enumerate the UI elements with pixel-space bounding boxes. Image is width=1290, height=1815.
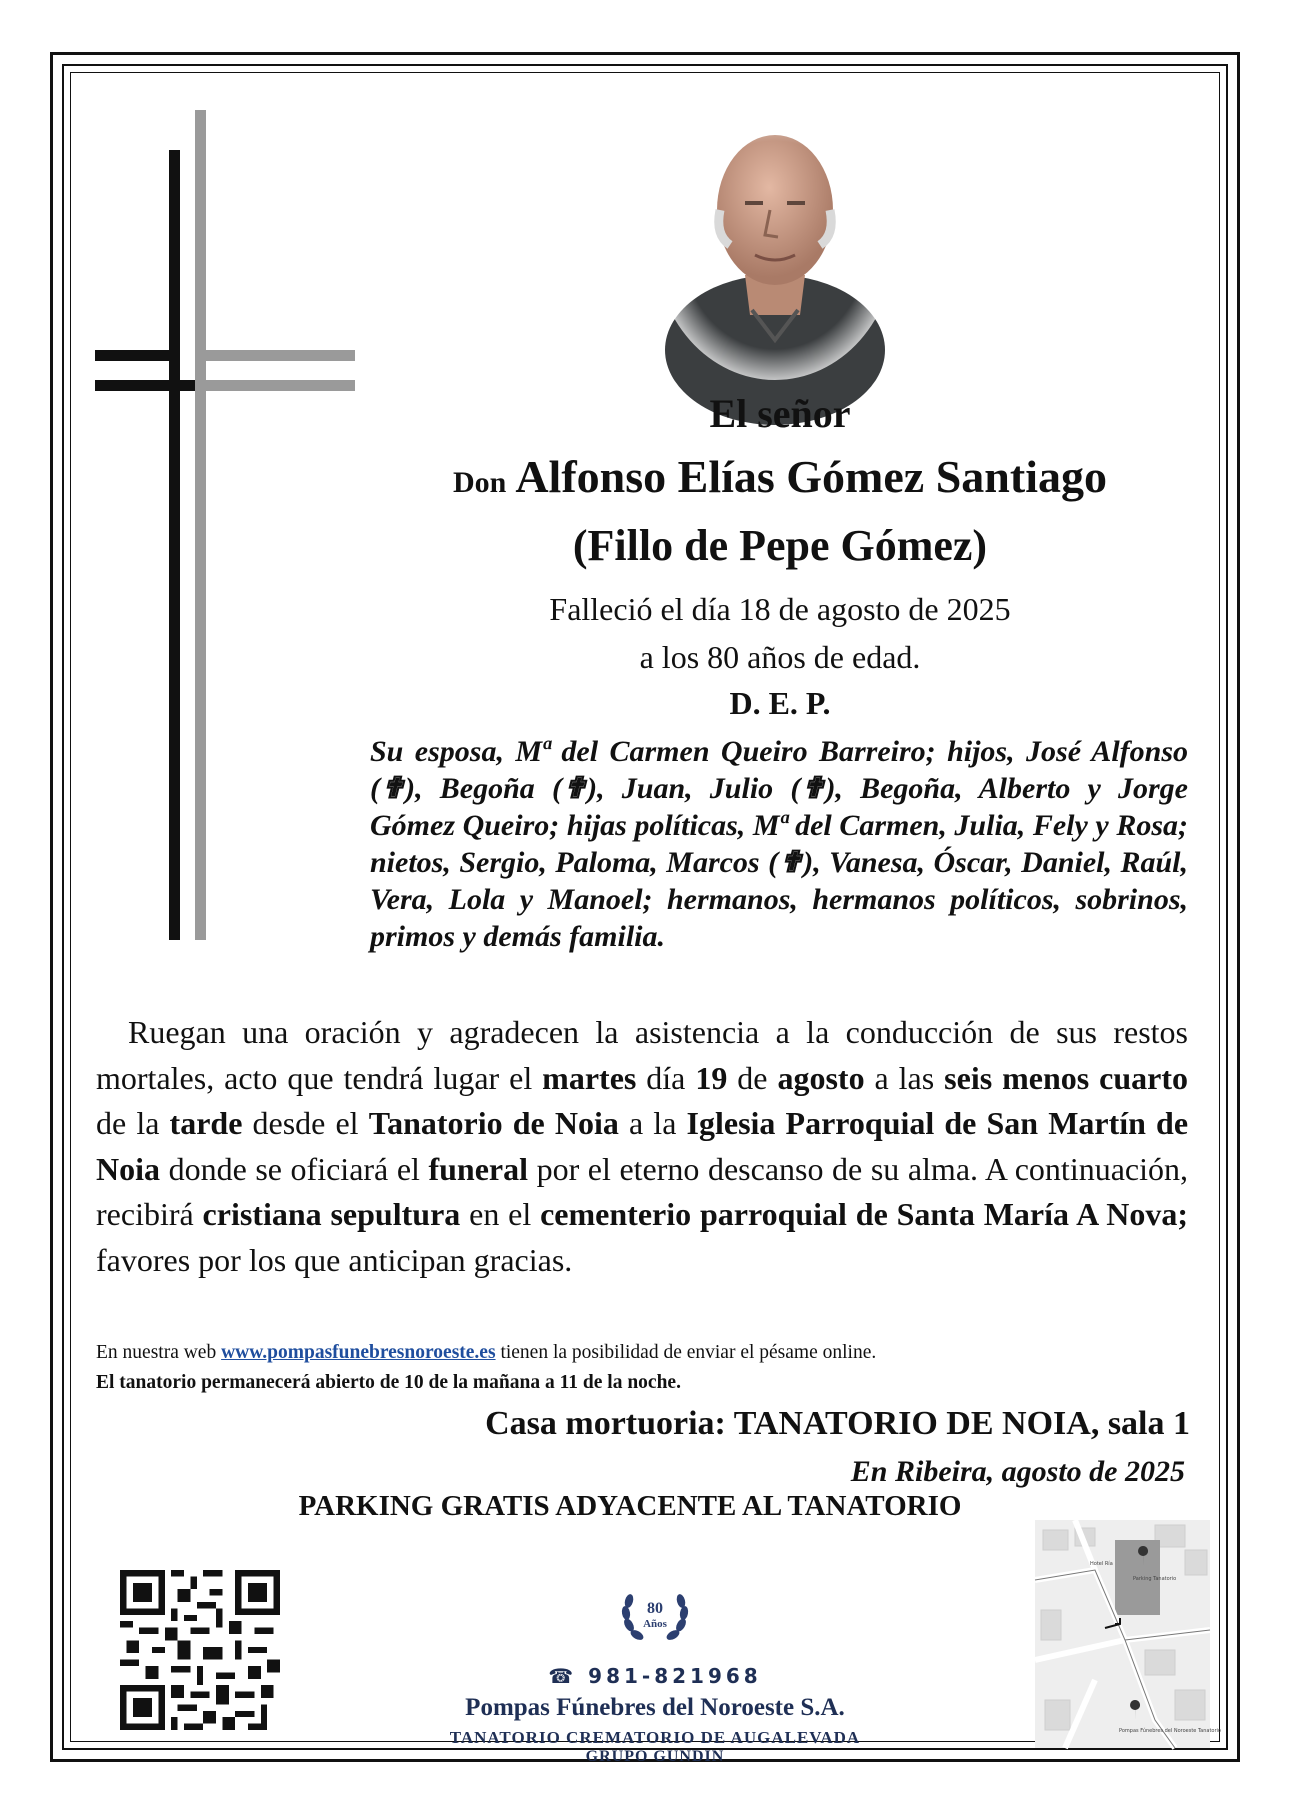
phone-line: [400, 1664, 910, 1688]
anniversary-number: 80: [647, 1600, 663, 1617]
death-date: Falleció el día 18 de agosto de 2025: [549, 591, 1011, 627]
cross-icon: [95, 110, 355, 940]
location-map[interactable]: [1035, 1520, 1221, 1748]
cross-grey-arm-right-lower: [195, 380, 355, 391]
company-name: Pompas Fúnebres del Noroeste S.A.: [465, 1694, 845, 1721]
deceased-name: Alfonso Elías Gómez Santiago: [515, 451, 1107, 502]
company-group: GRUPO GUNDIN: [585, 1748, 725, 1765]
website-link[interactable]: www.pompasfunebresnoroeste.es: [221, 1342, 496, 1363]
anniversary-word: Años: [643, 1618, 667, 1630]
map-label-hotel: Hotel Ría: [1090, 1561, 1113, 1567]
anniversary-laurel-icon: [615, 1575, 695, 1655]
cross-grey-vertical: [195, 110, 206, 940]
cross-grey-arm-right: [195, 350, 355, 361]
parking-note: PARKING GRATIS ADYACENTE AL TANATORIO: [298, 1490, 962, 1522]
death-info: [360, 585, 1200, 681]
deceased-name-line: [360, 450, 1200, 503]
honorific: El señor: [709, 391, 851, 436]
company-subtitle: TANATORIO CREMATORIO DE AUGALEVADA: [449, 1728, 861, 1747]
age: a los 80 años de edad.: [639, 639, 921, 675]
cross-black-vertical: [169, 150, 180, 940]
qr-code[interactable]: [120, 1570, 280, 1730]
web-note: [96, 1338, 1196, 1398]
phone-icon: ☎: [548, 1664, 578, 1688]
cross-black-arm-left: [95, 350, 180, 361]
ceremony-text: Ruegan una oración y agradecen la asistencia a la conducción de sus restos mortales, acto que tendrá lugar el martes día 19 de agosto a las seis menos cuarto de la tarde desde el Tanatorio de Noia a la Iglesia Parroquial de San Martín de Noia donde se oficiará el funeral por el eterno descanso de su alma. A continuación, recibirá cristiana sepultura en el cementerio parroquial de Santa María A Nova; favores por los que anticipan gracias.: [96, 1014, 1189, 1278]
portrait-photo: [660, 115, 890, 375]
mortuary-location: Casa mortuoria: TANATORIO DE NOIA, sala 1: [485, 1405, 1190, 1442]
web-condolence-line: En nuestra web www.pompasfunebresnoroeste.es tienen la posibilidad de enviar el pésame online.: [96, 1342, 877, 1363]
phone-number[interactable]: 981-821968: [588, 1664, 762, 1688]
family-list: Su esposa, Mª del Carmen Queiro Barreiro; hijos, José Alfonso (✟), Begoña (✟), Juan, Julio (✟), Begoña, Alberto y Jorge Gómez Queiro; hijas políticas, Mª del Carmen, Julia, Fely y Rosa; nietos, Sergio, Paloma, Marcos (✟), Vanesa, Óscar, Daniel, Raúl, Vera, Lola y Manoel; hermanos, hermanos políticos, sobrinos, primos y demás familia.: [370, 735, 1188, 953]
rip-text: D. E. P.: [729, 685, 831, 721]
nickname: (Fillo de Pepe Gómez): [572, 521, 988, 570]
cross-black-arm-left-lower: [95, 380, 180, 391]
title-prefix: Don: [453, 466, 507, 499]
opening-hours: El tanatorio permanecerá abierto de 10 de la mañana a 11 de la noche.: [96, 1372, 681, 1393]
map-label-funeral-home: Pompas Fúnebres del Noroeste Tanatorio: [1119, 1728, 1221, 1734]
map-label-parking: Parking Tanatorio: [1133, 1576, 1177, 1582]
place-date: En Ribeira, agosto de 2025: [850, 1455, 1185, 1488]
